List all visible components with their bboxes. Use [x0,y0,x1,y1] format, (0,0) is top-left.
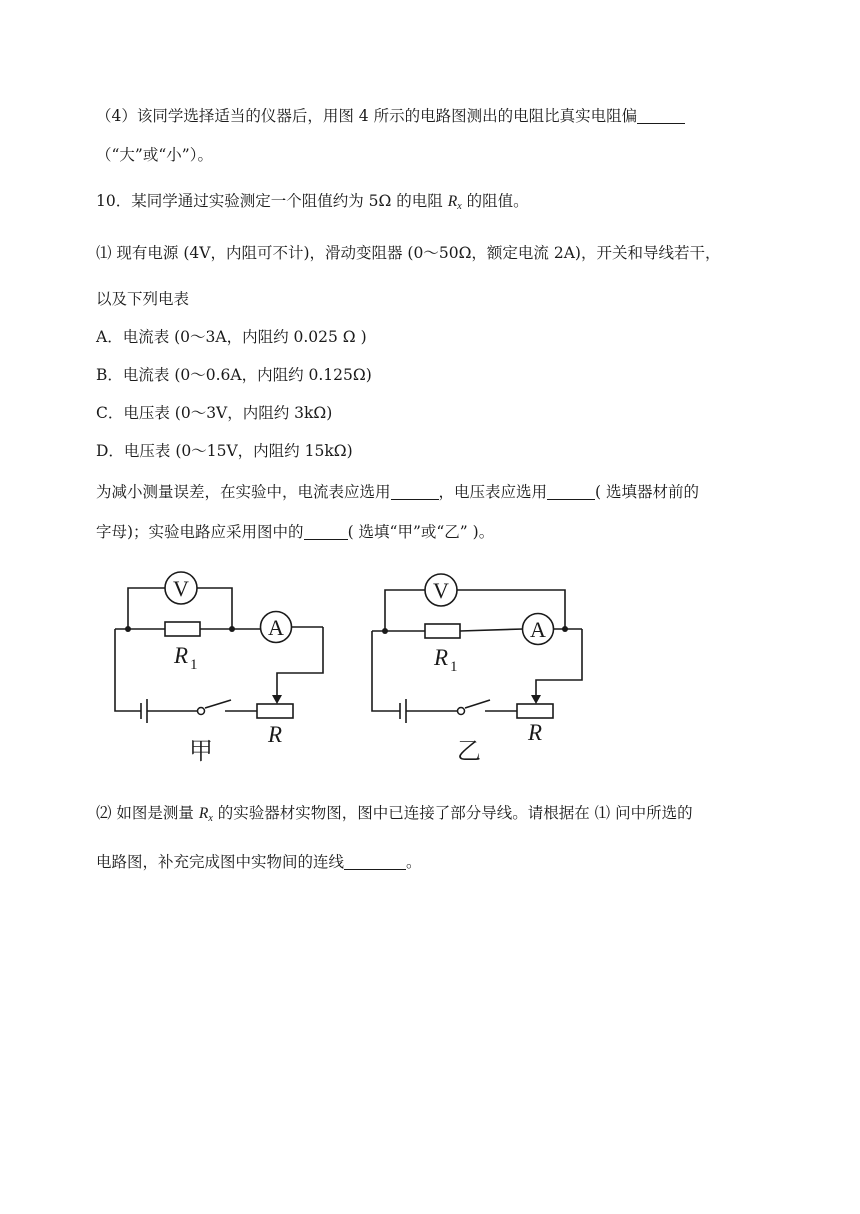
select-line-2 [96,520,494,542]
circuit-diagram-jia [105,560,345,770]
ammeter-label: A [268,615,284,640]
rx-symbol: R [447,193,458,210]
select-text-a: 为减小测量误差，在实验中，电流表应选用 [96,483,391,501]
option-a [96,325,367,347]
part2-text-c: 电路图，补充完成图中实物间的连线 [96,853,345,871]
q4-line-1 [96,104,685,126]
option-c [96,401,332,423]
option-d [96,439,353,461]
part2-text-a: ⑵ 如图是测量 [96,804,194,822]
select-text-c: ( 选填器材前的 [595,483,700,501]
rx-subscript: x [208,813,213,824]
caption-jia: 甲 [189,737,213,765]
ammeter-label: A [530,617,546,642]
circuit-answer-blank[interactable] [304,524,348,541]
r1-label: R [434,645,449,670]
q10-part1-line1 [96,241,720,263]
q10-part2-line2 [96,850,422,872]
voltmeter-answer-blank[interactable] [547,484,595,501]
caption-yi: 乙 [457,737,481,765]
r1-label: R [174,643,189,668]
part2-end: 。 [406,853,422,871]
option-d-text: D．电压表 (0～15V，内阻约 15kΩ) [96,442,353,460]
option-b [96,363,372,385]
q10-stem-tail: 的阻值。 [466,192,529,210]
voltmeter-label: V [433,578,449,603]
q10-stem-text: 10．某同学通过实验测定一个阻值约为 5Ω 的电阻 [96,192,443,210]
rx-symbol: R [198,805,209,822]
select-text-b: ，电压表应选用 [438,483,548,501]
option-b-text: B．电流表 (0～0.6A，内阻约 0.125Ω) [96,366,372,384]
circuit-diagram-yi [362,560,602,770]
rx-subscript: x [457,201,462,212]
rheostat-label: R [528,720,543,745]
answer-blank[interactable] [637,108,685,125]
ammeter-answer-blank[interactable] [391,484,439,501]
q10-part2-line1 [96,801,693,824]
r1-subscript: 1 [450,659,458,675]
q10-stem [96,189,529,212]
part1-text: ⑴ 现有电源 (4V，内阻可不计)，滑动变阻器 (0～50Ω，额定电流 2A)，开关和导线若干， [96,244,721,262]
select-text-d: 字母)；实验电路应采用图中的 [96,523,304,541]
rheostat-label: R [268,722,283,747]
voltmeter-label: V [173,576,189,601]
q4-line-2 [96,143,213,165]
wiring-answer-blank[interactable] [344,854,406,871]
r1-subscript: 1 [190,657,198,673]
select-text-e: ( 选填“甲”或“乙” )。 [347,523,495,541]
q10-part1-line2 [96,287,189,309]
part2-text-b: 的实验器材实物图，图中已连接了部分导线。请根据在 ⑴ 问中所选的 [217,804,693,822]
q4-text: （4）该同学选择适当的仪器后，用图 4 所示的电路图测出的电阻比真实电阻偏 [96,107,638,125]
option-a-text: A．电流表 (0～3A，内阻约 0.025 Ω ) [96,328,367,346]
part1-text-2: 以及下列电表 [96,290,190,308]
select-line-1 [96,480,699,502]
q4-options-text: （“大”或“小”）。 [96,146,213,164]
option-c-text: C．电压表 (0～3V，内阻约 3kΩ) [96,404,333,422]
